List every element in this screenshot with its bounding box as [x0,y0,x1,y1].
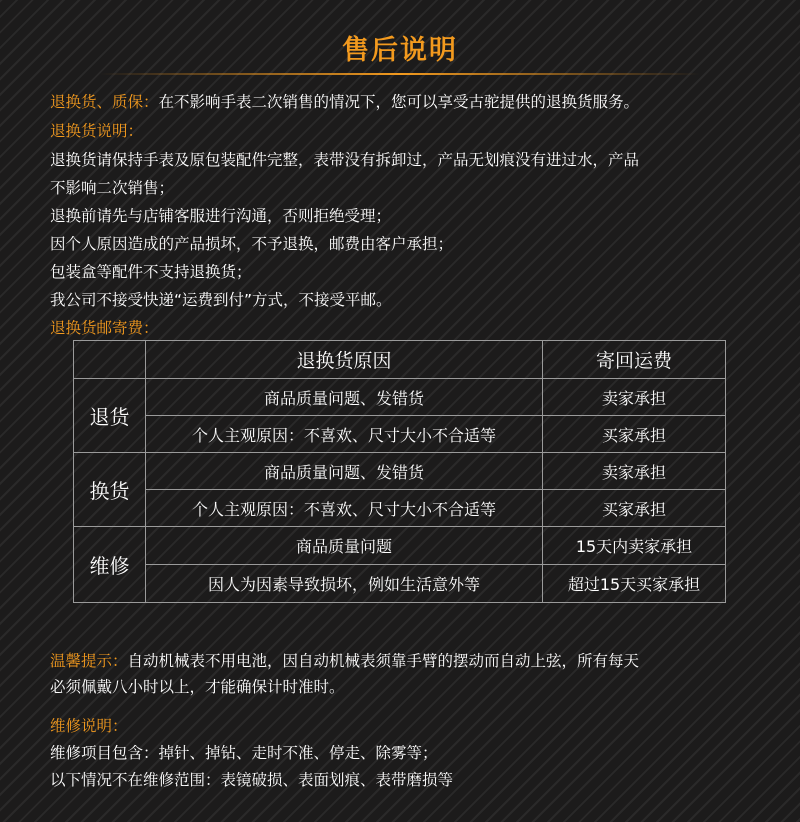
reason-cell: 因人为因素导致损坏，例如生活意外等 [146,565,543,603]
reason-cell: 商品质量问题、发错货 [146,379,543,416]
table-row [74,565,726,603]
repair-line: 维修项目包含：掉针、掉钻、走时不准、停走、除雾等； [50,744,438,762]
reason-cell: 商品质量问题 [146,527,543,565]
title-underline-left [100,73,400,75]
title-underline-right [400,73,700,75]
fees-table [73,340,726,603]
fees-heading: 退换货邮寄费： [50,319,159,337]
cost-cell: 超过15天买家承担 [543,565,726,603]
category-cell: 维修 [74,527,146,603]
category-cell: 退货 [74,379,146,453]
table-row [74,527,726,565]
intro-line [50,92,639,112]
intro-text: 在不影响手表二次销售的情况下，您可以享受古驼提供的退换货服务。 [158,93,640,111]
table-row [74,490,726,527]
page-title: 售后说明 [342,35,458,66]
repair-line: 以下情况不在维修范围：表镜破损、表面划痕、表带磨损等 [50,771,454,789]
cost-cell: 卖家承担 [543,379,726,416]
reason-cell: 商品质量问题、发错货 [146,453,543,490]
table-header-row [74,341,726,379]
table-header-reason: 退换货原因 [146,341,543,379]
cost-cell: 买家承担 [543,416,726,453]
returns-line: 因个人原因造成的产品损坏，不予退换，邮费由客户承担； [50,235,454,253]
table-row [74,416,726,453]
returns-heading: 退换货说明： [50,122,144,140]
returns-line: 不影响二次销售； [50,179,175,197]
table-header-cost: 寄回运费 [543,341,726,379]
cost-cell: 15天内卖家承担 [543,527,726,565]
returns-line: 我公司不接受快递“运费到付”方式，不接受平邮。 [50,291,392,309]
returns-line: 包装盒等配件不支持退换货； [50,263,252,281]
cost-cell: 买家承担 [543,490,726,527]
table-row [74,379,726,416]
reason-cell: 个人主观原因：不喜欢、尺寸大小不合适等 [146,416,543,453]
tip-line-2: 必须佩戴八小时以上，才能确保计时准时。 [50,678,345,696]
repair-heading: 维修说明： [50,717,128,735]
returns-line: 退换前请先与店铺客服进行沟通，否则拒绝受理； [50,207,392,225]
tip-label: 温馨提示： [50,652,128,670]
category-cell: 换货 [74,453,146,527]
tip-text: 自动机械表不用电池，因自动机械表须靠手臂的摆动而自动上弦，所有每天 [127,652,640,670]
tip-line [50,651,639,671]
reason-cell: 个人主观原因：不喜欢、尺寸大小不合适等 [146,490,543,527]
intro-label: 退换货、质保： [50,93,159,111]
cost-cell: 卖家承担 [543,453,726,490]
table-row [74,453,726,490]
table-header-empty [74,341,146,379]
returns-line: 退换货请保持手表及原包装配件完整，表带没有拆卸过，产品无划痕没有进过水，产品 [50,151,640,169]
